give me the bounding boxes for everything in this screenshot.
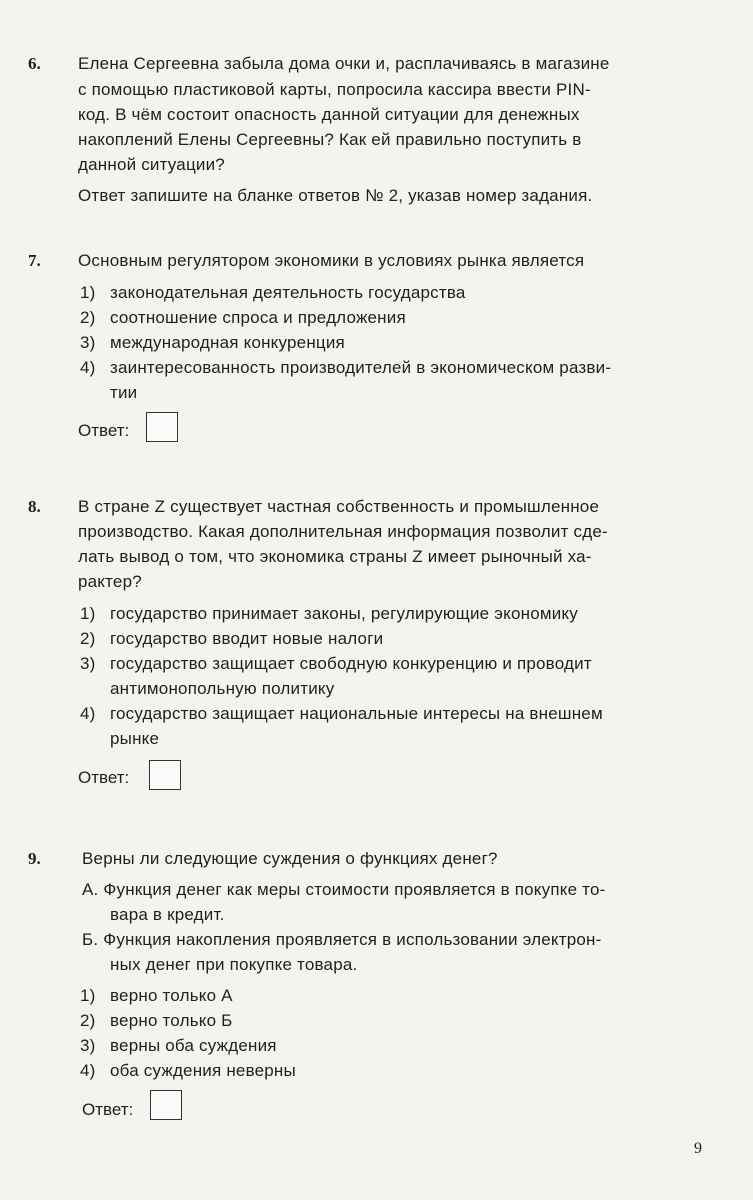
option-number: 1) xyxy=(80,986,96,1005)
option-number: 3) xyxy=(80,333,96,352)
option-text: международная конкуренция xyxy=(110,333,345,352)
question-text-line: В стране Z существует частная собственность и промышленное xyxy=(78,497,600,516)
question-text-line: рактер? xyxy=(78,572,142,591)
option-number: 2) xyxy=(80,308,96,327)
question-text-line: данной ситуации? xyxy=(78,155,225,174)
option-number: 4) xyxy=(80,358,96,377)
statement-line: А. Функция денег как меры стоимости проявляется в покупке то- xyxy=(82,880,606,899)
question-text-line: Елена Сергеевна забыла дома очки и, расплачиваясь в магазине xyxy=(78,54,610,73)
question-text-line: код. В чём состоит опасность данной ситуации для денежных xyxy=(78,105,580,124)
option-text: государство вводит новые налоги xyxy=(110,629,384,648)
option-text: законодательная деятельность государства xyxy=(110,283,466,302)
question-text-line: накоплений Елены Сергеевны? Как ей правильно поступить в xyxy=(78,130,582,149)
question-text-line: с помощью пластиковой карты, попросила кассира ввести PIN- xyxy=(78,80,591,99)
option-number: 2) xyxy=(80,1011,96,1030)
option-text: заинтересованность производителей в экономическом разви- xyxy=(110,358,612,377)
option-number: 3) xyxy=(80,654,96,673)
answer-label: Ответ: xyxy=(78,768,130,787)
question-text-line: лать вывод о том, что экономика страны Z имеет рыночный ха- xyxy=(78,547,592,566)
question-text: Верны ли следующие суждения о функциях денег? xyxy=(82,849,498,868)
question-number: 8. xyxy=(28,497,41,516)
option-text-cont: антимонопольную политику xyxy=(110,679,335,698)
option-text-cont: тии xyxy=(110,383,138,402)
option-number: 1) xyxy=(80,604,96,623)
option-text: соотношение спроса и предложения xyxy=(110,308,406,327)
option-number: 4) xyxy=(80,704,96,723)
question-text: Основным регулятором экономики в условиях рынка является xyxy=(78,251,585,270)
option-number: 4) xyxy=(80,1061,96,1080)
answer-box[interactable] xyxy=(150,1090,182,1120)
answer-box[interactable] xyxy=(146,412,178,442)
option-text: верно только Б xyxy=(110,1011,233,1030)
option-text: государство принимает законы, регулирующие экономику xyxy=(110,604,578,623)
option-text-cont: рынке xyxy=(110,729,160,748)
statement-line: Б. Функция накопления проявляется в использовании электрон- xyxy=(82,930,602,949)
question-number: 7. xyxy=(28,251,41,270)
answer-label: Ответ: xyxy=(78,421,130,440)
option-text: верны оба суждения xyxy=(110,1036,277,1055)
question-number: 6. xyxy=(28,54,41,73)
option-text: государство защищает национальные интересы на внешнем xyxy=(110,704,603,723)
option-text: государство защищает свободную конкуренцию и проводит xyxy=(110,654,592,673)
statement-line: ных денег при покупке товара. xyxy=(110,955,358,974)
option-number: 2) xyxy=(80,629,96,648)
option-number: 1) xyxy=(80,283,96,302)
question-text-line: производство. Какая дополнительная информация позволит сде- xyxy=(78,522,608,541)
page-number: 9 xyxy=(694,1140,702,1157)
question-number: 9. xyxy=(28,849,41,868)
answer-label: Ответ: xyxy=(82,1100,134,1119)
option-text: оба суждения неверны xyxy=(110,1061,296,1080)
answer-box[interactable] xyxy=(149,760,181,790)
statement-line: вара в кредит. xyxy=(110,905,225,924)
option-number: 3) xyxy=(80,1036,96,1055)
option-text: верно только А xyxy=(110,986,233,1005)
answer-instruction: Ответ запишите на бланке ответов № 2, указав номер задания. xyxy=(78,186,593,205)
